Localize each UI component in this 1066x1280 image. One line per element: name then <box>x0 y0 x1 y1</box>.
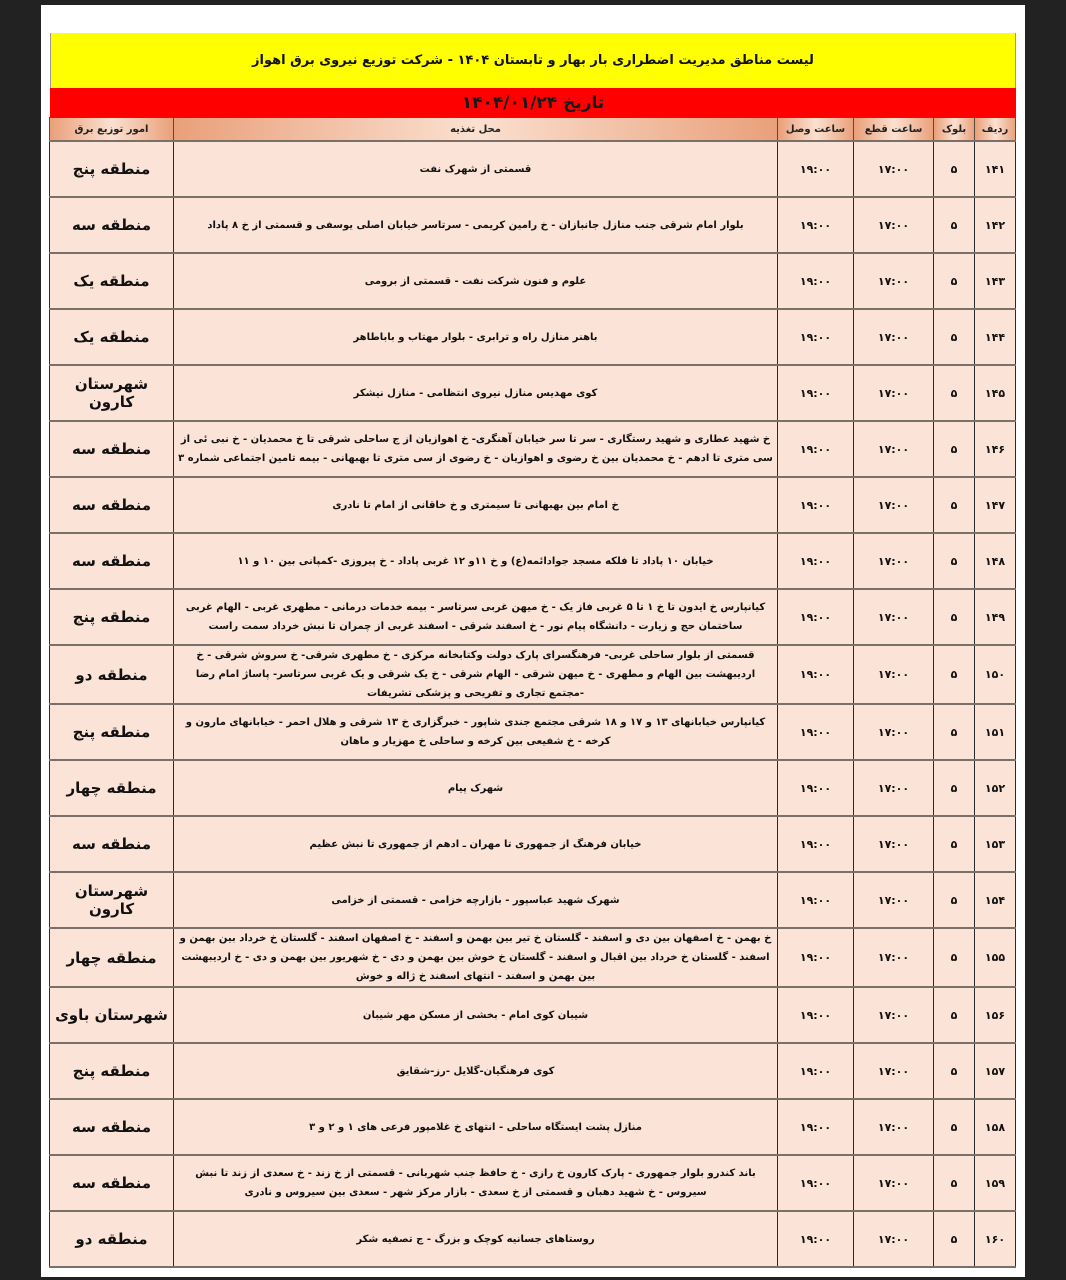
cut-time: ۱۷:۰۰ <box>854 421 934 477</box>
block-number: ۵ <box>934 704 975 760</box>
table-row <box>50 645 1016 704</box>
feed-location: کوی مهدیس منازل نیروی انتظامی - منازل نیشکر <box>174 365 778 421</box>
reconnect-time: ۱۹:۰۰ <box>778 477 854 533</box>
table-row <box>50 1211 1016 1267</box>
outage-table <box>49 117 1016 1268</box>
row-number: ۱۴۹ <box>975 589 1016 645</box>
distribution-district: منطقه سه <box>50 197 174 253</box>
table-body <box>50 141 1016 1267</box>
feed-location: باهنر منازل راه و ترابری - بلوار مهتاب و باباطاهر <box>174 309 778 365</box>
block-number: ۵ <box>934 589 975 645</box>
reconnect-time: ۱۹:۰۰ <box>778 141 854 197</box>
block-number: ۵ <box>934 928 975 987</box>
schedule-date: تاریخ ۱۴۰۴/۰۱/۲۴ <box>461 92 605 113</box>
reconnect-time: ۱۹:۰۰ <box>778 760 854 816</box>
distribution-district: منطقه دو <box>50 1211 174 1267</box>
cut-time: ۱۷:۰۰ <box>854 197 934 253</box>
cut-time: ۱۷:۰۰ <box>854 816 934 872</box>
table-row <box>50 1099 1016 1155</box>
row-number: ۱۴۷ <box>975 477 1016 533</box>
table-header-row <box>50 118 1016 142</box>
feed-location: شهرک شهید عباسپور - بازارچه خزامی - قسمتی از خزامی <box>174 872 778 928</box>
row-number: ۱۴۶ <box>975 421 1016 477</box>
reconnect-time: ۱۹:۰۰ <box>778 365 854 421</box>
distribution-district: منطقه پنج <box>50 589 174 645</box>
block-number: ۵ <box>934 197 975 253</box>
reconnect-time: ۱۹:۰۰ <box>778 589 854 645</box>
table-row <box>50 421 1016 477</box>
table-row <box>50 253 1016 309</box>
cut-time: ۱۷:۰۰ <box>854 477 934 533</box>
col-header-on-time: ساعت وصل <box>778 118 854 142</box>
block-number: ۵ <box>934 1099 975 1155</box>
block-number: ۵ <box>934 477 975 533</box>
block-number: ۵ <box>934 760 975 816</box>
cut-time: ۱۷:۰۰ <box>854 253 934 309</box>
row-number: ۱۵۸ <box>975 1099 1016 1155</box>
block-number: ۵ <box>934 816 975 872</box>
reconnect-time: ۱۹:۰۰ <box>778 645 854 704</box>
table-row <box>50 309 1016 365</box>
cut-time: ۱۷:۰۰ <box>854 760 934 816</box>
distribution-district: منطقه دو <box>50 645 174 704</box>
reconnect-time: ۱۹:۰۰ <box>778 421 854 477</box>
block-number: ۵ <box>934 1211 975 1267</box>
block-number: ۵ <box>934 365 975 421</box>
reconnect-time: ۱۹:۰۰ <box>778 816 854 872</box>
feed-location: منازل پشت ایستگاه ساحلی - انتهای خ غلامپور فرعی های ۱ و ۲ و ۳ <box>174 1099 778 1155</box>
cut-time: ۱۷:۰۰ <box>854 365 934 421</box>
col-header-block: بلوک <box>934 118 975 142</box>
table-row <box>50 365 1016 421</box>
table-row <box>50 141 1016 197</box>
reconnect-time: ۱۹:۰۰ <box>778 704 854 760</box>
cut-time: ۱۷:۰۰ <box>854 309 934 365</box>
row-number: ۱۴۱ <box>975 141 1016 197</box>
table-row <box>50 533 1016 589</box>
distribution-district: منطقه سه <box>50 421 174 477</box>
row-number: ۱۵۶ <box>975 987 1016 1043</box>
distribution-district: منطقه سه <box>50 1155 174 1211</box>
reconnect-time: ۱۹:۰۰ <box>778 197 854 253</box>
reconnect-time: ۱۹:۰۰ <box>778 309 854 365</box>
feed-location: خ شهید عطاری و شهید رستگاری - سر تا سر خیابان آهنگری- خ اهوازیان از ج ساحلی شرقی تا خ محمدیان - خ نبی ئی از سی متری تا ادهم - خ محمدیان بین خ رضوی و اهوازیان - خ رضوی از سی متری تا بهبهانی - بیمه تامین اجتماعی شماره ۳ <box>174 421 778 477</box>
distribution-district: منطقه پنج <box>50 1043 174 1099</box>
table-row <box>50 987 1016 1043</box>
feed-location: کیانپارس خیابانهای ۱۳ و ۱۷ و ۱۸ شرقی مجتمع جندی شاپور - خبرگزاری خ ۱۳ شرقی و هلال احمر - خیابانهای مارون و کرخه - خ شفیعی بین کرخه و ساحلی خ مهزیار و ماهان <box>174 704 778 760</box>
feed-location: شیبان کوی امام - بخشی از مسکن مهر شیبان <box>174 987 778 1043</box>
row-number: ۱۵۹ <box>975 1155 1016 1211</box>
distribution-district: شهرستان کارون <box>50 872 174 928</box>
feed-location: کوی فرهنگیان-گلایل -رز-شقایق <box>174 1043 778 1099</box>
schedule-sheet <box>50 33 1016 1268</box>
cut-time: ۱۷:۰۰ <box>854 589 934 645</box>
col-header-location: محل تغذیه <box>174 118 778 142</box>
table-row <box>50 1043 1016 1099</box>
feed-location: باند کندرو بلوار جمهوری - پارک کارون خ رازی - خ حافظ جنب شهربانی - قسمتی از خ زند - خ سعدی از زند تا نبش سیروس - خ شهید دهبان و قسمتی از خ سعدی - بازار مرکز شهر - سعدی بین سیروس و نادری <box>174 1155 778 1211</box>
block-number: ۵ <box>934 421 975 477</box>
distribution-district: شهرستان کارون <box>50 365 174 421</box>
row-number: ۱۴۳ <box>975 253 1016 309</box>
table-row <box>50 589 1016 645</box>
cut-time: ۱۷:۰۰ <box>854 704 934 760</box>
feed-location: روستاهای جسانیه کوچک و بزرگ - ج تصفیه شکر <box>174 1211 778 1267</box>
distribution-district: منطقه یک <box>50 309 174 365</box>
distribution-district: منطقه سه <box>50 1099 174 1155</box>
date-banner <box>50 88 1016 117</box>
row-number: ۱۵۱ <box>975 704 1016 760</box>
col-header-radif: ردیف <box>975 118 1016 142</box>
row-number: ۱۵۰ <box>975 645 1016 704</box>
cut-time: ۱۷:۰۰ <box>854 1155 934 1211</box>
feed-location: خ بهمن - خ اصفهان بین دی و اسفند - گلستان خ تیر بین بهمن و اسفند - خ اصفهان اسفند - گلستان خ خرداد بین بهمن و اسفند - گلستان خ خرداد بین اقبال و اسفند - گلستان خ خوش بین بهمن و دی - خ شهریور بین بهمن و دی - خ اردیبهشت بین بهمن و اسفند - انتهای اسفند خ ژاله و خوش <box>174 928 778 987</box>
row-number: ۱۵۲ <box>975 760 1016 816</box>
feed-location: قسمتی از شهرک نفت <box>174 141 778 197</box>
distribution-district: منطقه سه <box>50 816 174 872</box>
reconnect-time: ۱۹:۰۰ <box>778 1099 854 1155</box>
block-number: ۵ <box>934 645 975 704</box>
feed-location: خ امام بین بهبهانی تا سیمتری و خ خاقانی از امام تا نادری <box>174 477 778 533</box>
distribution-district: منطقه یک <box>50 253 174 309</box>
block-number: ۵ <box>934 1155 975 1211</box>
feed-location: شهرک پیام <box>174 760 778 816</box>
cut-time: ۱۷:۰۰ <box>854 1211 934 1267</box>
table-row <box>50 872 1016 928</box>
col-header-district: امور توزیع برق <box>50 118 174 142</box>
block-number: ۵ <box>934 1043 975 1099</box>
block-number: ۵ <box>934 533 975 589</box>
feed-location: علوم و فنون شرکت نفت - قسمتی از برومی <box>174 253 778 309</box>
distribution-district: منطقه سه <box>50 477 174 533</box>
distribution-district: منطقه پنج <box>50 141 174 197</box>
row-number: ۱۶۰ <box>975 1211 1016 1267</box>
reconnect-time: ۱۹:۰۰ <box>778 872 854 928</box>
row-number: ۱۴۲ <box>975 197 1016 253</box>
cut-time: ۱۷:۰۰ <box>854 1099 934 1155</box>
cut-time: ۱۷:۰۰ <box>854 1043 934 1099</box>
feed-location: خیابان ۱۰ پاداد تا فلکه مسجد جوادائمه(ع) و خ ۱۱و ۱۲ غربی پاداد - خ پیروزی -کمپانی بین ۱۰ و ۱۱ <box>174 533 778 589</box>
row-number: ۱۵۷ <box>975 1043 1016 1099</box>
table-row <box>50 1155 1016 1211</box>
table-row <box>50 477 1016 533</box>
distribution-district: منطقه سه <box>50 533 174 589</box>
feed-location: خیابان فرهنگ از جمهوری تا مهران ـ ادهم از جمهوری تا نبش عظیم <box>174 816 778 872</box>
block-number: ۵ <box>934 253 975 309</box>
row-number: ۱۵۵ <box>975 928 1016 987</box>
reconnect-time: ۱۹:۰۰ <box>778 1043 854 1099</box>
block-number: ۵ <box>934 141 975 197</box>
table-row <box>50 197 1016 253</box>
distribution-district: منطقه چهار <box>50 760 174 816</box>
feed-location: کیانپارس خ ایدون تا خ ۱ تا ۵ غربی فاز یک - خ میهن غربی سرتاسر - بیمه خدمات درمانی - مطهری غربی - الهام غربی ساختمان حج و زیارت - دانشگاه پیام نور - خ اسفند شرقی - اسفند غربی از چمران تا نبش خرداد سمت راست <box>174 589 778 645</box>
block-number: ۵ <box>934 309 975 365</box>
block-number: ۵ <box>934 872 975 928</box>
row-number: ۱۴۴ <box>975 309 1016 365</box>
reconnect-time: ۱۹:۰۰ <box>778 253 854 309</box>
row-number: ۱۴۵ <box>975 365 1016 421</box>
col-header-cut-time: ساعت قطع <box>854 118 934 142</box>
document-page <box>41 5 1025 1277</box>
table-row <box>50 928 1016 987</box>
cut-time: ۱۷:۰۰ <box>854 928 934 987</box>
row-number: ۱۴۸ <box>975 533 1016 589</box>
table-row <box>50 816 1016 872</box>
table-row <box>50 760 1016 816</box>
row-number: ۱۵۴ <box>975 872 1016 928</box>
cut-time: ۱۷:۰۰ <box>854 533 934 589</box>
reconnect-time: ۱۹:۰۰ <box>778 1155 854 1211</box>
page-title: لیست مناطق مدیریت اضطراری بار بهار و تابستان ۱۴۰۴ - شرکت توزیع نیروی برق اهواز <box>252 53 814 68</box>
reconnect-time: ۱۹:۰۰ <box>778 928 854 987</box>
reconnect-time: ۱۹:۰۰ <box>778 533 854 589</box>
reconnect-time: ۱۹:۰۰ <box>778 987 854 1043</box>
block-number: ۵ <box>934 987 975 1043</box>
distribution-district: منطقه چهار <box>50 928 174 987</box>
cut-time: ۱۷:۰۰ <box>854 872 934 928</box>
feed-location: قسمتی از بلوار ساحلی غربی- فرهنگسرای پارک دولت وکتابخانه مرکزی - خ مطهری شرقی- خ سروش شرقی - خ اردیبهشت بین الهام و مطهری - خ میهن شرقی - الهام شرقی - خ یک شرقی و یک غربی سرتاسر- پاساژ امام رضا -مجتمع تجاری و تفریحی و پزشکی تشریفات <box>174 645 778 704</box>
cut-time: ۱۷:۰۰ <box>854 141 934 197</box>
distribution-district: شهرستان باوی <box>50 987 174 1043</box>
feed-location: بلوار امام شرقی جنب منازل جانبازان - خ رامین کریمی - سرتاسر خیابان اصلی یوسفی و قسمتی از خ ۸ پاداد <box>174 197 778 253</box>
title-banner <box>50 33 1016 88</box>
cut-time: ۱۷:۰۰ <box>854 645 934 704</box>
reconnect-time: ۱۹:۰۰ <box>778 1211 854 1267</box>
cut-time: ۱۷:۰۰ <box>854 987 934 1043</box>
row-number: ۱۵۳ <box>975 816 1016 872</box>
distribution-district: منطقه پنج <box>50 704 174 760</box>
table-row <box>50 704 1016 760</box>
